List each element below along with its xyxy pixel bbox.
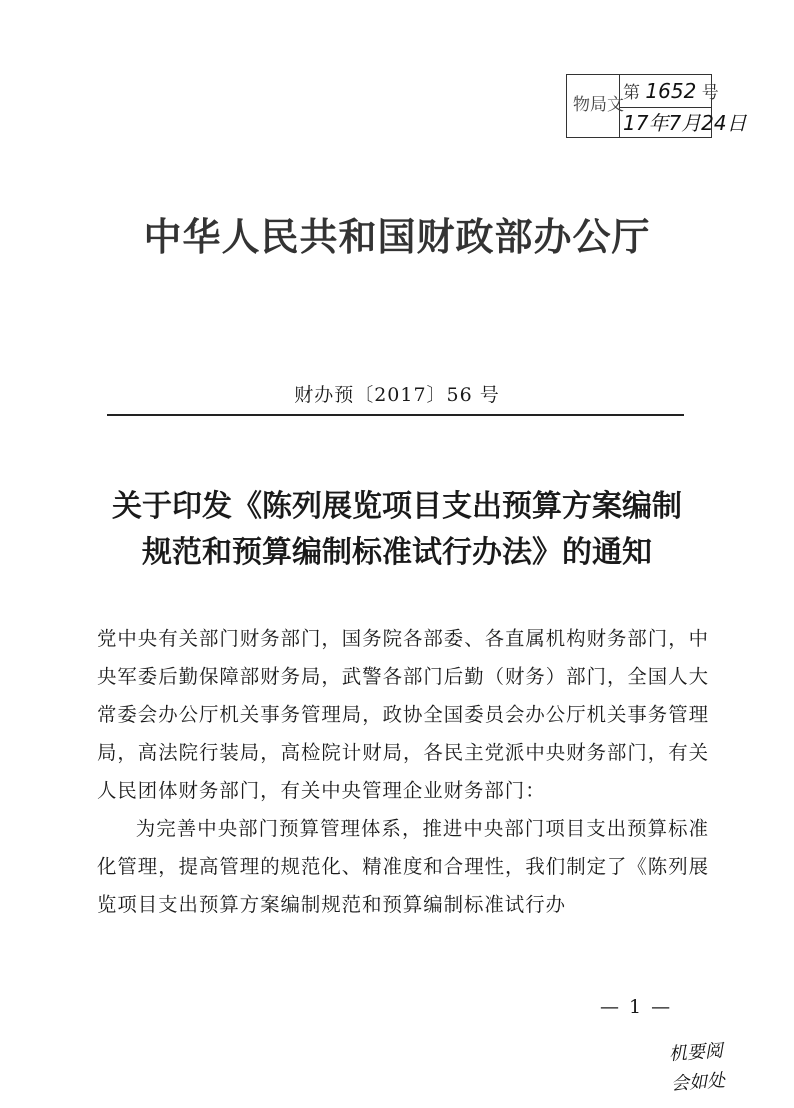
addressee-paragraph: 党中央有关部门财务部门，国务院各部委、各直属机构财务部门，中央军委后勤保障部财务局，武警各部门后勤（财务）部门，全国人大常委会办公厅机关事务管理局，政协全国委员会办公厅机关事务管理局，高法院行装局，高检院计财局，各民主党派中央财务部门，有关人民团体财务部门，有关中央管理企业财务部门： (97, 627, 709, 802)
stamp-number-suffix: 号 (701, 83, 719, 103)
document-number: 财办预〔2017〕56 号 (294, 384, 500, 406)
receipt-stamp (566, 74, 747, 138)
title-line-1: 关于印发《陈列展览项目支出预算方案编制 (112, 489, 682, 524)
stamp-number-handwritten: 1652 (645, 79, 697, 103)
stamp-date-handwritten: 17年7月24日 (623, 111, 747, 135)
masthead: 中华人民共和国财政部办公厅 (143, 214, 651, 259)
document-title (0, 484, 794, 576)
body-paragraph-1: 为完善中央部门预算管理体系，推进中央部门项目支出预算标准化管理，提高管理的规范化、精准度和合理性，我们制定了《陈列展览项目支出预算方案编制规范和预算编制标准试行办 (97, 817, 709, 916)
header-rule (107, 414, 684, 416)
stamp-number-prefix: 第 (623, 83, 640, 103)
annotation-line-2: 会如处 (670, 1070, 726, 1095)
handwritten-annotation (668, 1036, 726, 1100)
annotation-line-1: 机要阅 (668, 1040, 724, 1065)
stamp-date-row (623, 111, 747, 137)
stamp-org-label: 物局文 (573, 95, 624, 115)
stamp-divider-horizontal (619, 107, 711, 108)
page-number: — 1 — (600, 996, 673, 1018)
document-body (97, 620, 709, 924)
title-line-2: 规范和预算编制标准试行办法》的通知 (142, 535, 652, 570)
stamp-number-row (623, 79, 719, 105)
